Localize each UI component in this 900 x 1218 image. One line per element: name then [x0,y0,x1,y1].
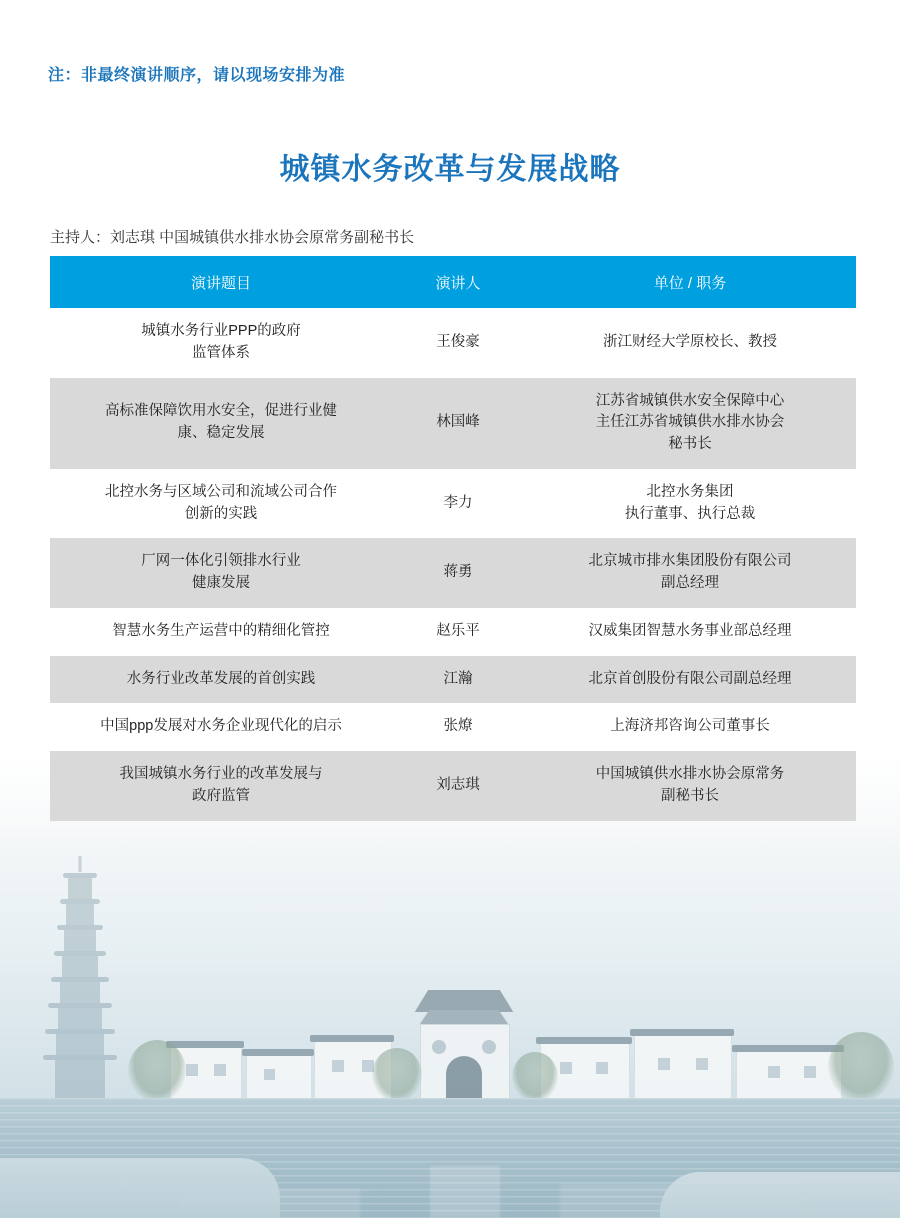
foreground-bank-left [0,1158,280,1218]
scenery-photo [0,828,900,1218]
agenda-table-body [50,308,856,821]
tree-icon [372,1048,422,1102]
cell-org: 江苏省城镇供水安全保障中心 主任江苏省城镇供水排水协会 秘书长 [524,378,856,469]
right-buildings [540,1016,840,1100]
table-header-row [50,256,856,308]
left-buildings [170,1022,390,1100]
agenda-table [50,256,856,821]
cell-org: 北控水务集团 执行董事、执行总裁 [524,469,856,539]
cell-speaker: 张燎 [392,703,524,751]
table-row [50,751,856,821]
cell-speaker: 王俊豪 [392,308,524,378]
tree-icon [512,1052,558,1102]
building-reflection [430,1166,500,1218]
cell-topic: 厂网一体化引领排水行业 健康发展 [50,538,392,608]
tree-icon [828,1032,894,1102]
cell-topic: 城镇水务行业PPP的政府 监管体系 [50,308,392,378]
host-line: 主持人：刘志琪 中国城镇供水排水协会原常务副秘书长 [50,229,415,246]
pagoda-icon [40,870,120,1100]
page-title: 城镇水务改革与发展战略 [279,153,621,186]
cell-topic: 智慧水务生产运营中的精细化管控 [50,608,392,656]
note-text: 注：非最终演讲顺序，请以现场安排为准 [48,67,346,84]
table-row [50,608,856,656]
cell-speaker: 蒋勇 [392,538,524,608]
table-row [50,703,856,751]
cell-topic: 中国ppp发展对水务企业现代化的启示 [50,703,392,751]
table-row [50,469,856,539]
agenda-table-head [50,256,856,308]
agenda-table-wrapper [50,256,850,821]
cell-topic: 北控水务与区域公司和流域公司合作 创新的实践 [50,469,392,539]
cell-speaker: 江瀚 [392,656,524,704]
table-row [50,308,856,378]
tree-icon [128,1040,186,1102]
cell-speaker: 李力 [392,469,524,539]
cell-speaker: 林国峰 [392,378,524,469]
column-header-org: 单位 / 职务 [524,256,856,308]
cell-org: 中国城镇供水排水协会原常务 副秘书长 [524,751,856,821]
cell-topic: 高标准保障饮用水安全，促进行业健 康、稳定发展 [50,378,392,469]
central-pavilion [408,990,520,1100]
cell-org: 北京首创股份有限公司副总经理 [524,656,856,704]
table-row [50,656,856,704]
cell-speaker: 刘志琪 [392,751,524,821]
table-row [50,378,856,469]
cell-org: 汉威集团智慧水务事业部总经理 [524,608,856,656]
table-row [50,538,856,608]
cell-speaker: 赵乐平 [392,608,524,656]
column-header-topic: 演讲题目 [50,256,392,308]
column-header-speaker: 演讲人 [392,256,524,308]
cell-org: 上海济邦咨询公司董事长 [524,703,856,751]
cell-org: 浙江财经大学原校长、教授 [524,308,856,378]
cell-topic: 我国城镇水务行业的改革发展与 政府监管 [50,751,392,821]
foreground-bank-right [660,1172,900,1218]
cell-topic: 水务行业改革发展的首创实践 [50,656,392,704]
cell-org: 北京城市排水集团股份有限公司 副总经理 [524,538,856,608]
